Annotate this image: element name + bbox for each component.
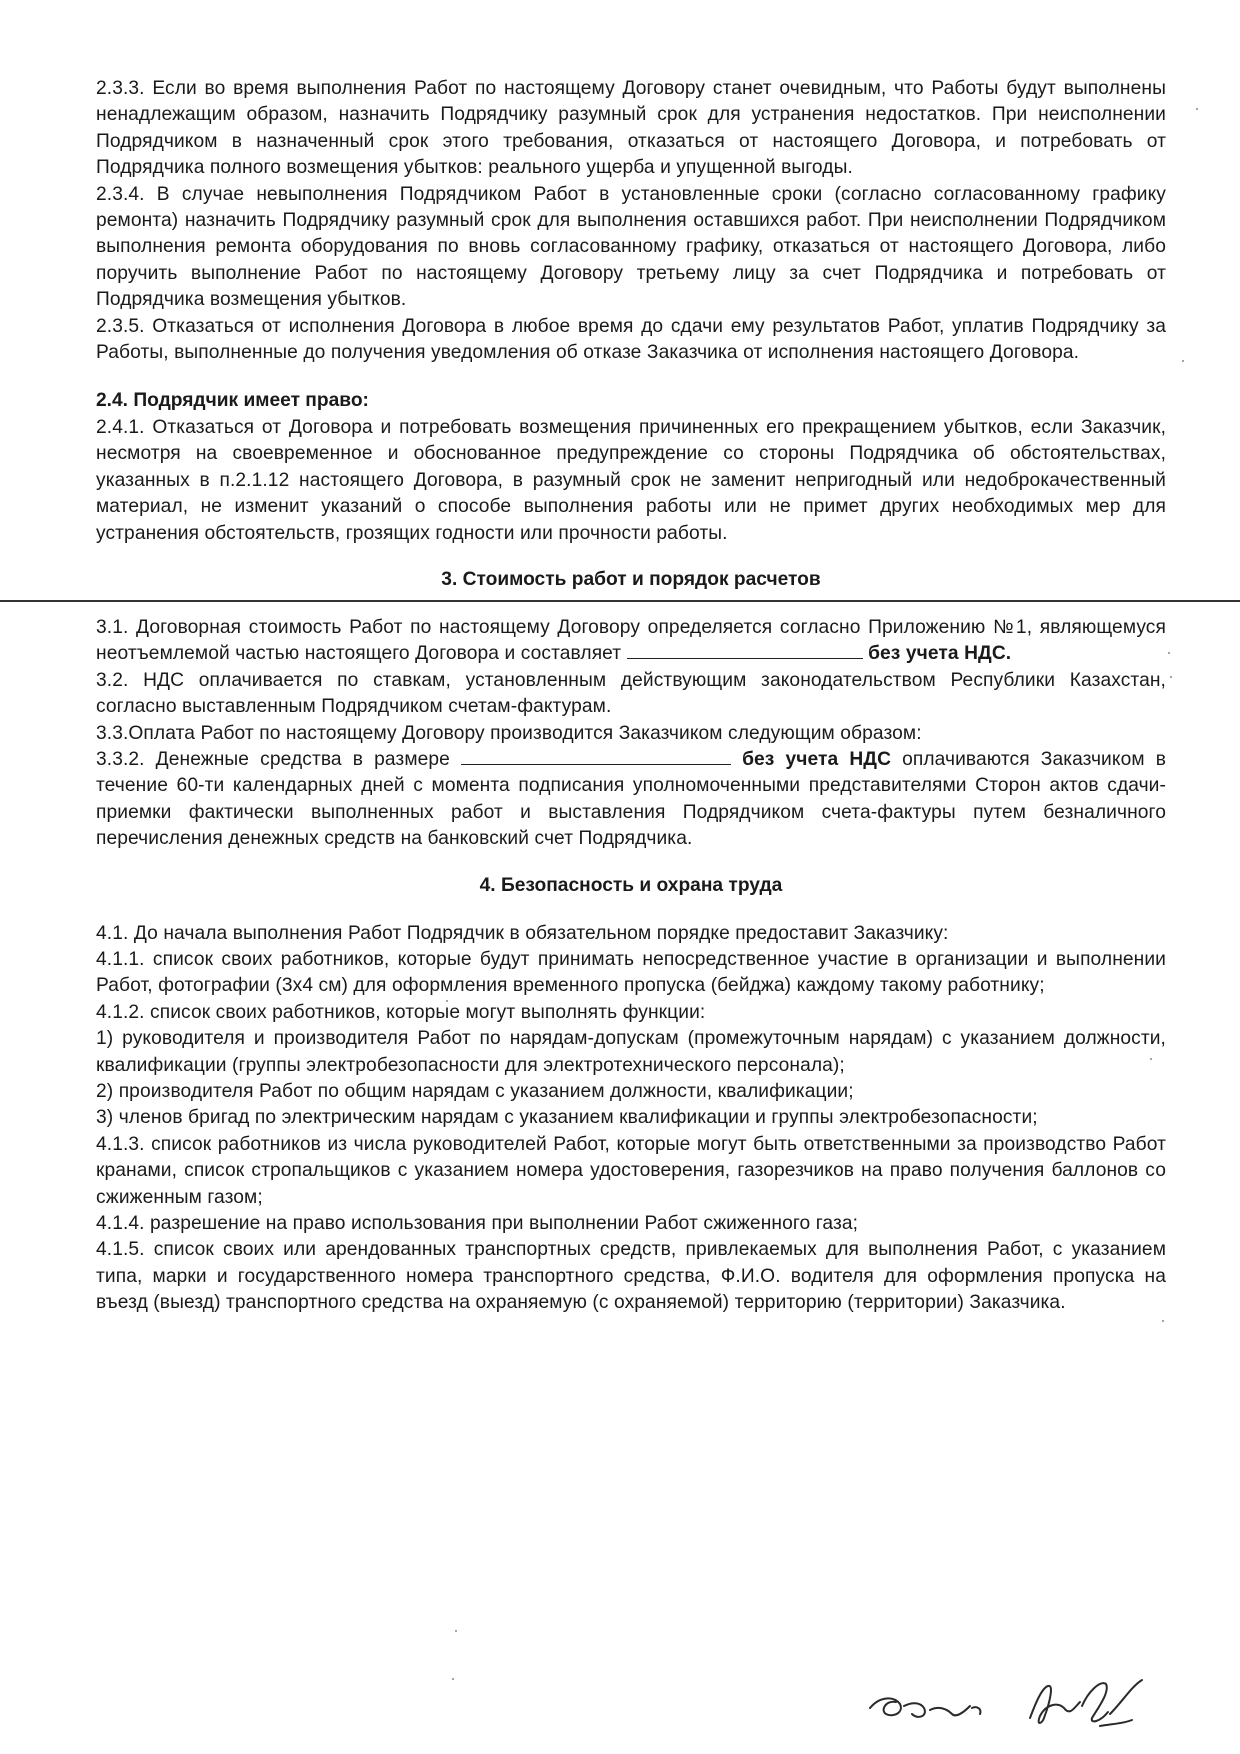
- clause-3-3-2-text-c: оплачиваются Заказчиком в течение 60-ти календарных дней с момента подписания уполномоченными представителями Сторон актов сдачи-приемки фактически выполненных работ и выставления Подрядчиком счета-фактуры путем безналичного перечисления денежных средств на банковский счет Подрядчика.: [96, 748, 1166, 850]
- clause-3-3-2-vat-note: без учета НДС: [731, 748, 892, 770]
- clause-2-3-4: 2.3.4. В случае невыполнения Подрядчиком Работ в установленные сроки (согласно согласованному графику ремонта) назначить Подрядчику разумный срок для выполнения оставшихся работ. При неисполнении Подрядчиком выполнения ремонта оборудования по вновь согласованному графику, отказаться от настоящего Договора, либо поручить выполнение Работ по настоящему Договору третьему лицу за счет Подрядчика и потребовать от Подрядчика возмещения убытков.: [96, 183, 1166, 311]
- clause-4-1-4: 4.1.4. разрешение на право использования при выполнении Работ сжиженного газа;: [96, 1213, 859, 1235]
- signature-left: [870, 1698, 980, 1716]
- clause-2-3-3: 2.3.3. Если во время выполнения Работ по настоящему Договору станет очевидным, что Работы будут выполнены ненадлежащим образом, назначить Подрядчику разумный срок для устранения недостатков. При неисполнении Подрядчиком в назначенный срок этого требования, отказаться от настоящего Договора, и потребовать от Подрядчика полного возмещения убытков: реального ущерба и упущенной выгоды.: [96, 78, 1166, 179]
- clause-4-1-2-item-1: 1) руководителя и производителя Работ по нарядам-допускам (промежуточным нарядам) с указанием должности, квалификации (группы электробезопасности для электротехнического персонала);: [96, 1028, 1166, 1076]
- clause-4-1-2: 4.1.2. список своих работников, которые могут выполнять функции:: [96, 1001, 706, 1023]
- clause-2-4-1: 2.4.1. Отказаться от Договора и потребовать возмещения причиненных его прекращением убытков, если Заказчик, несмотря на своевременное и обоснованное предупреждение со стороны Подрядчика об обстоятельствах, указанных в п.2.1.12 настоящего Договора, в разумный срок не заменит непригодный или недоброкачественный материал, не изменит указаний о способе выполнения работы или не примет других необходимых мер для устранения обстоятельств, грозящих годности или прочности работы.: [96, 416, 1166, 544]
- clause-4-1-5: 4.1.5. список своих или арендованных транспортных средств, привлекаемых для выполнения Работ, с указанием типа, марки и государственного номера транспортного средства, Ф.И.О. водителя для оформления пропуска на въезд (выезд) транспортного средства на охраняемую (с охраняемой) территорию (территории) Заказчика.: [96, 1239, 1166, 1314]
- section-4-title: 4. Безопасность и охрана труда: [479, 874, 783, 896]
- signature-right: [1030, 1680, 1142, 1726]
- scan-strike-line: [0, 600, 1240, 602]
- clause-3-1-vat-note: без учета НДС.: [862, 643, 1012, 665]
- spacer: [96, 853, 1166, 873]
- clause-3-2: 3.2. НДС оплачивается по ставкам, установленным действующим законодательством Республики Казахстан, согласно выставленным Подрядчиком счетам-фактурам.: [96, 669, 1166, 718]
- spacer: [96, 899, 1166, 921]
- clause-3-3-2: [96, 747, 1166, 853]
- clause-4-1-2-item-2: 2) производителя Работ по общим нарядам с указанием должности, квалификации;: [96, 1081, 854, 1102]
- section-3-title: 3. Стоимость работ и порядок расчетов: [441, 568, 821, 590]
- spacer: [96, 366, 1166, 388]
- clause-3-3-2-text-a: 3.3.2. Денежные средства в размере: [96, 748, 461, 770]
- amount-blank-line: [627, 642, 863, 659]
- clause-3-3: 3.3.Оплата Работ по настоящему Договору производится Заказчиком следующим образом:: [96, 722, 922, 744]
- document-page: [96, 76, 1166, 1317]
- signatures: [860, 1662, 1180, 1742]
- clause-3-1-text: 3.1. Договорная стоимость Работ по настоящему Договору определяется согласно Приложению №1, являющемуся неотъемлемой частью настоящего Договора и составляет: [96, 616, 1166, 665]
- clause-4-1-3: 4.1.3. список работников из числа руководителей Работ, которые могут быть ответственными за производство Работ кранами, список стропальщиков с указанием номера удостоверения, газорезчиков на право получения баллонов со сжиженным газом;: [96, 1133, 1166, 1208]
- spacer: [96, 593, 1166, 615]
- heading-2-4: 2.4. Подрядчик имеет право:: [96, 390, 369, 412]
- clause-4-1-1: 4.1.1. список своих работников, которые будут принимать непосредственное участие в организации и выполнении Работ, фотографии (3х4 см) для оформления временного пропуска (бейджа) каждому такому работнику;: [96, 948, 1166, 997]
- clause-4-1-2-item-3: 3) членов бригад по электрическим нарядам с указанием квалификации и группы электробезопасности;: [96, 1107, 1038, 1129]
- payment-amount-blank-line: [461, 748, 731, 765]
- spacer: [96, 547, 1166, 567]
- clause-2-3-5: 2.3.5. Отказаться от исполнения Договора в любое время до сдачи ему результатов Работ, уплатив Подрядчику за Работы, выполненные до получения уведомления об отказе Заказчика от исполнения настоящего Договора.: [96, 315, 1166, 364]
- clause-4-1: 4.1. До начала выполнения Работ Подрядчик в обязательном порядке предоставит Заказчику:: [96, 922, 949, 944]
- clause-3-1: [96, 615, 1166, 668]
